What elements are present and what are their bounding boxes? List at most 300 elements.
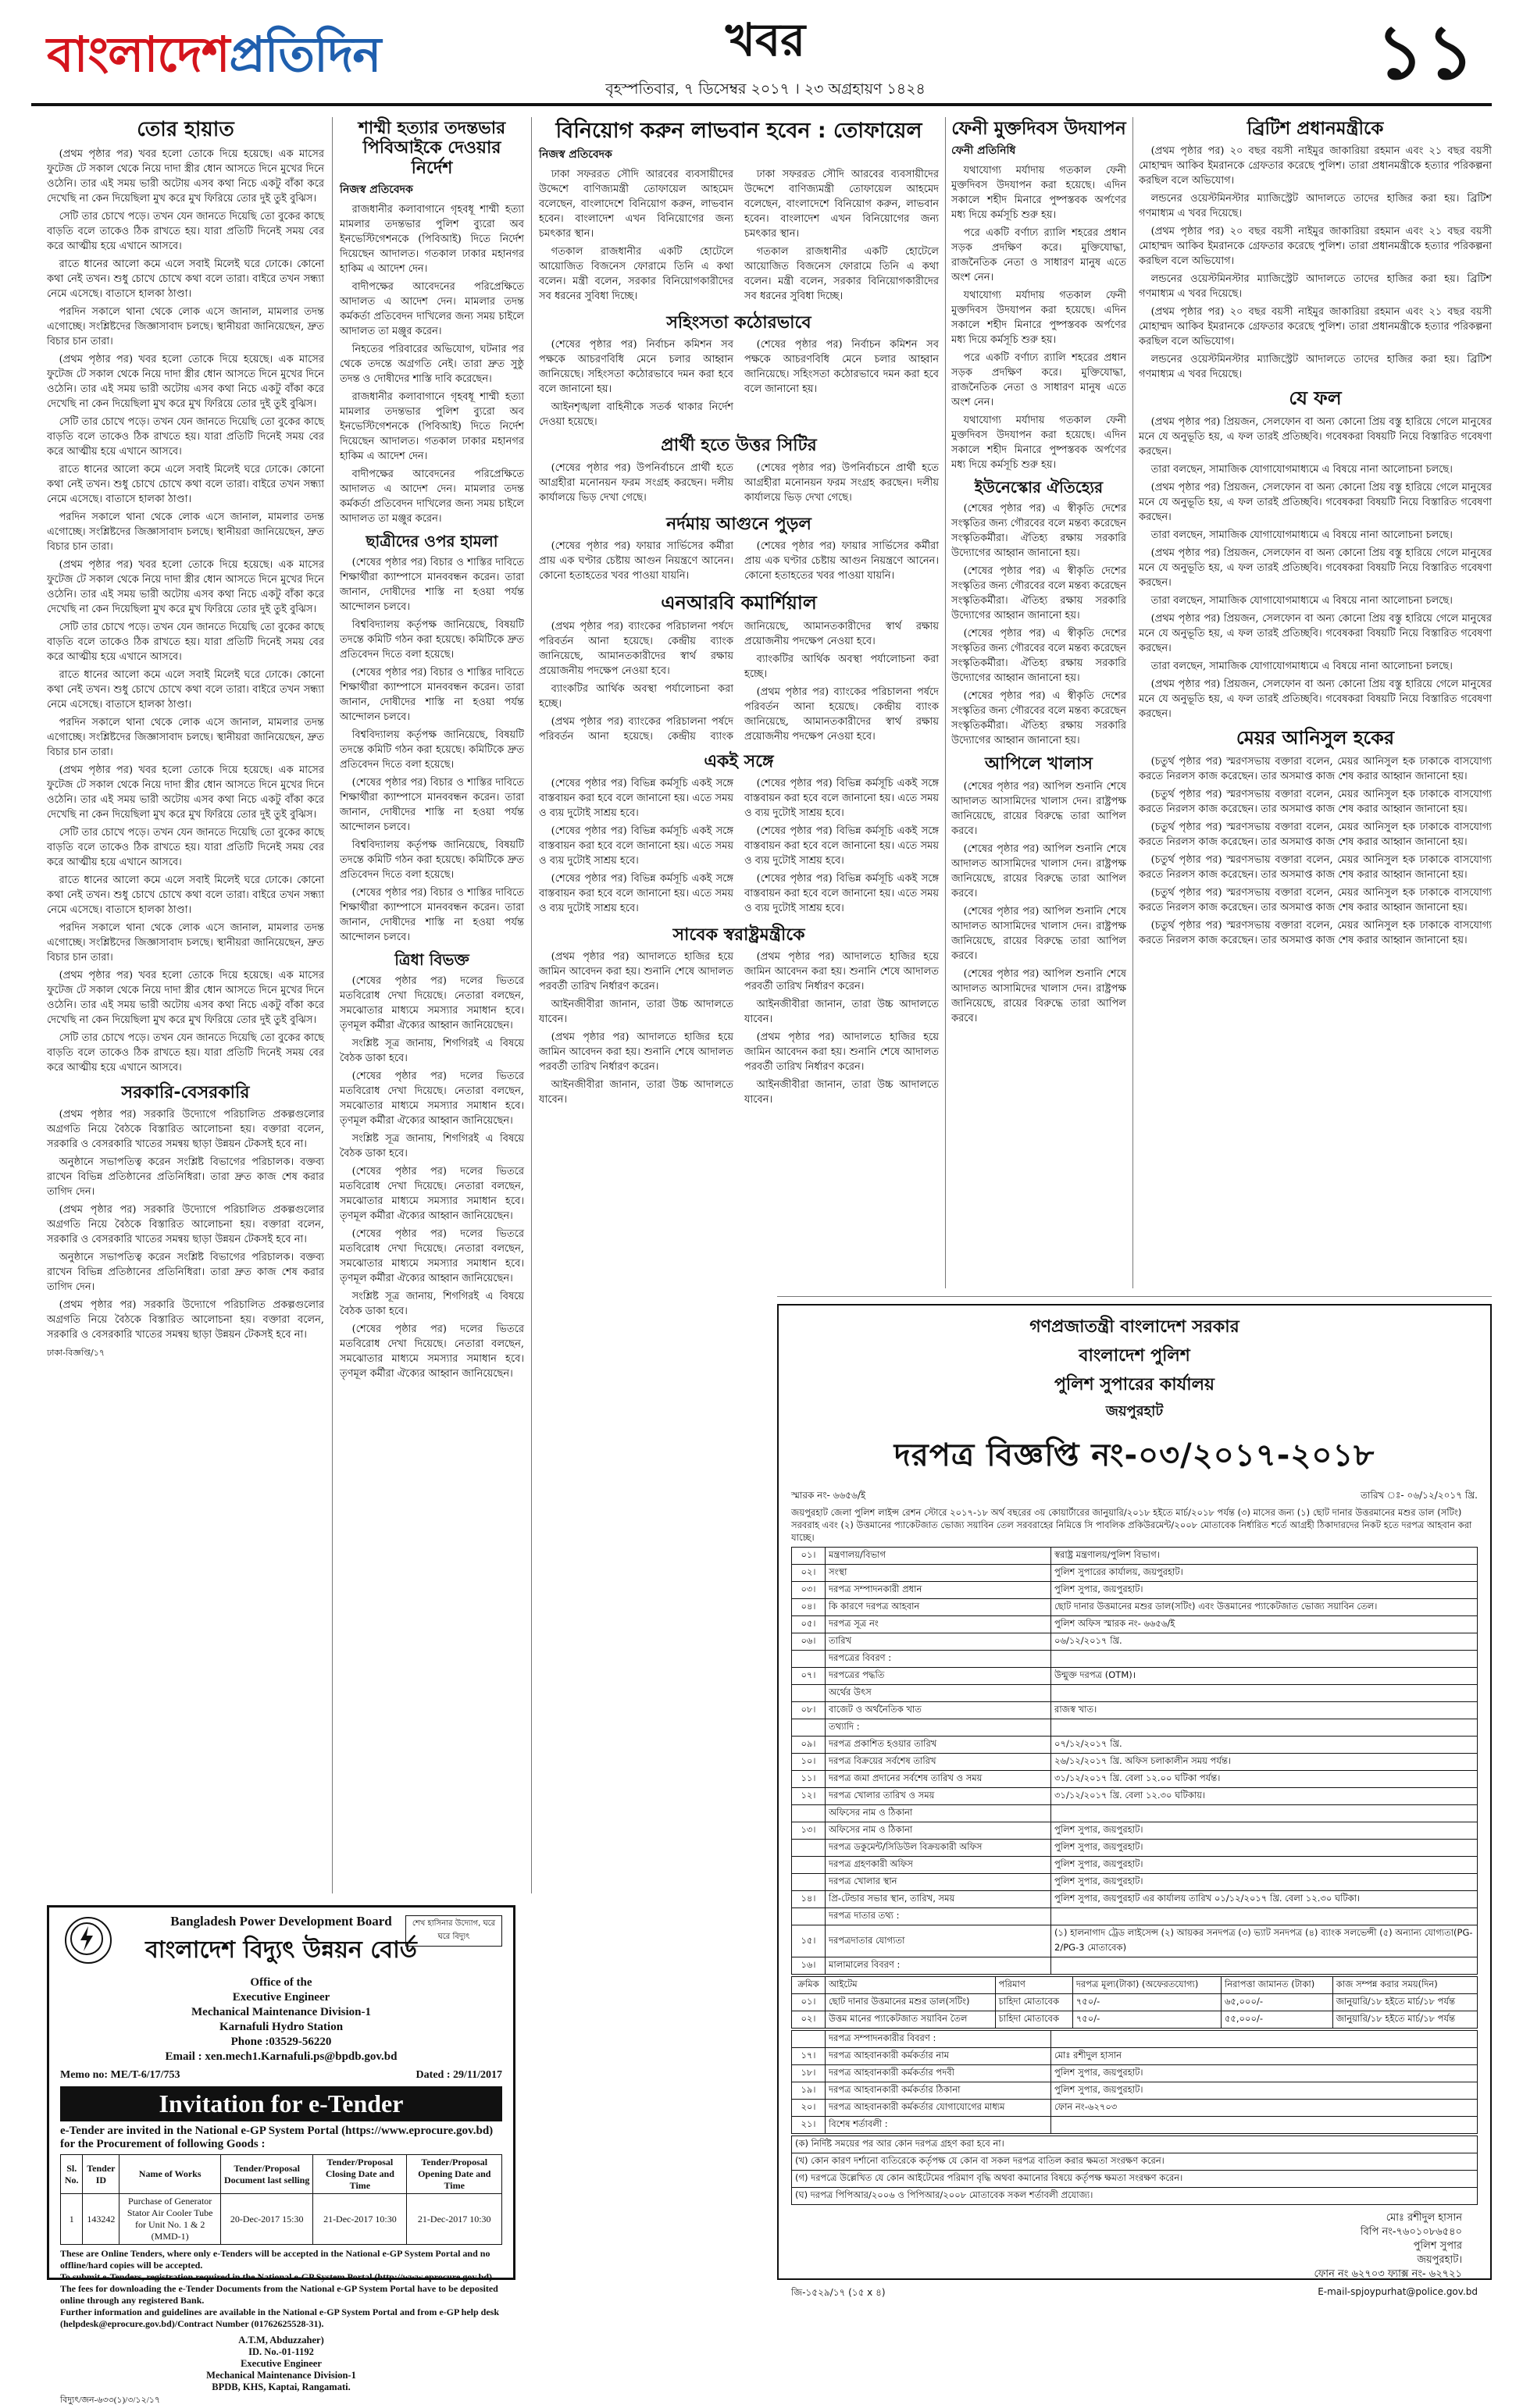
table-cell <box>1051 2031 1478 2048</box>
table-cell: উত্তম মানের প্যাকেটজাত সয়াবিন তৈল <box>826 2011 996 2029</box>
table-cell: (১) হালনাগাদ ট্রেড লাইসেন্স (২) আয়কর সনদপত্র (৩) ভ্যাট সনদপত্র (৪) ব্যাংক সলভেন্সী (৫) অন্যান্য যোগ্যতা(PG-2/PG-3 মোতাবেক) <box>1051 1925 1478 1957</box>
byline: নিজস্ব প্রতিবেদক <box>340 183 413 196</box>
table-cell: দরপত্র সম্পাদনকারী প্রধান <box>826 1582 1051 1599</box>
paragraph: (শেষের পৃষ্ঠার পর) বিভিন্ন কর্মসূচি একই সঙ্গে বাস্তবায়ন করা হবে বলে জানানো হয়। এতে সময় ও ব্যয় দুটোই সাশ্রয় হবে। <box>539 872 733 914</box>
table-cell <box>792 2031 826 2048</box>
table-cell: ০১। <box>792 1548 826 1565</box>
table-cell: রাজস্ব খাত। <box>1051 1702 1478 1719</box>
subheadline[interactable]: প্রার্থী হতে উত্তর সিটির <box>661 436 817 456</box>
department-name: বাংলাদেশ পুলিশ <box>1079 1346 1190 1366</box>
table-row <box>792 1616 1478 1633</box>
subheadline[interactable]: একই সঙ্গে <box>704 751 774 771</box>
table-cell: ০৪। <box>792 1599 826 1616</box>
table-cell: 21-Dec-2017 10:30 <box>407 2194 502 2245</box>
paragraph: (প্রথম পৃষ্ঠার পর) ব্যাংকের পরিচালনা পর্ষদে পরিবর্তন আনা হয়েছে। কেন্দ্রীয় ব্যাংক জানিয়েছে, আমানতকারীদের স্বার্থ রক্ষায় প্রয়োজনীয় পদক্ষেপ নেওয়া হবে। <box>539 620 939 743</box>
table-cell: পুলিশ সুপার, জয়পুরহাট। <box>1051 1582 1478 1599</box>
signatory-line: ID. No.-01-1192 <box>248 2346 314 2357</box>
paragraph: (শেষের পৃষ্ঠার পর) এ স্বীকৃতি দেশের সংস্কৃতির জন্য গৌরবের বলে মন্তব্য করেছেন সংস্কৃতিকর্মীরা। ঐতিহ্য রক্ষায় সরকারি উদ্যোগের আহ্বান জানানো হয়। <box>951 690 1126 747</box>
tender-table <box>60 2154 502 2245</box>
table-header-row <box>61 2155 502 2194</box>
signatory-line: A.T.M, Abduzzaher) <box>238 2335 324 2346</box>
memo-row <box>60 2069 502 2082</box>
signatory-line: জয়পুরহাট। <box>1417 2254 1462 2266</box>
table-row <box>792 1548 1478 1565</box>
article-body <box>1139 415 1492 721</box>
column-divider <box>531 117 532 1893</box>
table-row <box>792 1957 1478 1975</box>
article-body <box>47 147 324 1075</box>
table-cell: দরপত্রের বিবরণ : <box>826 1651 1051 1668</box>
column-header: পরিমাণ <box>995 1977 1072 1994</box>
tender-banner: Invitation for e-Tender <box>60 2086 502 2121</box>
note: The fees for downloading the e-Tender Documents from the National e-GP System Portal have to be deposited online through any registered Bank. <box>60 2283 498 2306</box>
paragraph: ব্যাংকটির আর্থিক অবস্থা পর্যালোচনা করা হচ্ছে। <box>539 682 733 710</box>
table-row <box>792 1994 1478 2011</box>
contact-rows <box>792 2031 1478 2134</box>
paragraph: (শেষের পৃষ্ঠার পর) দলের ভিতরে মতবিরোধ দেখা দিয়েছে। নেতারা বলছেন, সমঝোতার মাধ্যমে সমস্যার সমাধান হবে। তৃণমূল কর্মীরা ঐক্যের আহ্বান জানিয়েছেন। <box>340 1165 524 1222</box>
paragraph: (শেষের পৃষ্ঠার পর) বিচার ও শাস্তির দাবিতে শিক্ষার্থীরা ক্যাম্পাসে মানববন্ধন করেন। তারা জানান, দোষীদের শাস্তি না হওয়া পর্যন্ত আন্দোলন চলবে। <box>340 666 524 723</box>
table-cell: পুলিশ সুপার, জয়পুরহাট। <box>1051 1822 1478 1840</box>
subheadline[interactable]: ইউনেস্কোর ঐতিহ্যের <box>974 478 1104 497</box>
paragraph: (প্রথম পৃষ্ঠার পর) সরকারি উদ্যোগে পরিচালিত প্রকল্পগুলোর অগ্রগতি নিয়ে বৈঠকে বিস্তারিত আলোচনা হয়। বক্তারা বলেন, সরকারি ও বেসরকারি খাতের সমন্বয় ছাড়া উন্নয়ন টেকসই হবে না। <box>47 1109 324 1151</box>
paragraph: (প্রথম পৃষ্ঠার পর) আদালতে হাজির হয়ে জামিন আবেদন করা হয়। শুনানি শেষে আদালত পরবর্তী তারিখ নির্ধারণ করেন। <box>744 951 939 993</box>
goods-table <box>791 1976 1478 2029</box>
paragraph: (শেষের পৃষ্ঠার পর) ফায়ার সার্ভিসের কর্মীরা প্রায় এক ঘণ্টার চেষ্টায় আগুন নিয়ন্ত্রণে আনেন। কোনো হতাহতের খবর পাওয়া যায়নি। <box>744 540 939 582</box>
column-header: নিরাপত্তা জামানত (টাকা) <box>1221 1977 1332 1994</box>
table-cell: ২০। <box>792 2100 826 2117</box>
article-tor-hayat <box>47 119 324 1897</box>
article-body <box>539 337 939 429</box>
paragraph: রাতে ধানের আলো কমে এলে সবাই মিলেই ঘরে ঢোকে। কোনো কথা নেই তখন। শুধু চোখে চোখে কথা বলে তারা। বাইরে তখন সন্ধ্যা নেমে এসেছে। বাতাসে হালকা ঠাণ্ডা। <box>47 874 324 916</box>
paragraph: (শেষের পৃষ্ঠার পর) আপিল শুনানি শেষে আদালত আসামিদের খালাস দেন। রাষ্ট্রপক্ষ জানিয়েছে, রায়ের বিরুদ্ধে তারা আপিল করবে। <box>951 905 1126 962</box>
office-line: Office of the <box>250 1976 312 1989</box>
column-header: Tender/Proposal Closing Date and Time <box>313 2155 407 2194</box>
paragraph: (শেষের পৃষ্ঠার পর) আপিল শুনানি শেষে আদালত আসামিদের খালাস দেন। রাষ্ট্রপক্ষ জানিয়েছে, রায়ের বিরুদ্ধে তারা আপিল করবে। <box>951 967 1126 1024</box>
paragraph: লন্ডনের ওয়েস্টমিনস্টার ম্যাজিস্ট্রেট আদালতে তাদের হাজির করা হয়। ব্রিটিশ গণমাধ্যম এ খবর দিয়েছে। <box>1139 354 1492 381</box>
bpdb-etender-ad <box>47 1905 515 2405</box>
condition-row <box>792 2153 1478 2171</box>
paragraph: (প্রথম পৃষ্ঠার পর) প্রিয়জন, সেলফোন বা অন্য কোনো প্রিয় বস্তু হারিয়ে গেলে মানুষের মনে যে অনুভূতি হয়, এ ফল তারই প্রতিচ্ছবি। গবেষকরা বিষয়টি নিয়ে বিস্তারিত গবেষণা করছেন। <box>1139 613 1492 655</box>
paragraph: বিশ্ববিদ্যালয় কর্তৃপক্ষ জানিয়েছে, বিষয়টি তদন্তে কমিটি গঠন করা হয়েছে। কমিটিকে দ্রুত প্রতিবেদন দিতে বলা হয়েছে। <box>340 728 524 771</box>
table-cell: পুলিশ সুপার, জয়পুরহাট। <box>1051 1874 1478 1891</box>
paragraph: (শেষের পৃষ্ঠার পর) দলের ভিতরে মতবিরোধ দেখা দিয়েছে। নেতারা বলছেন, সমঝোতার মাধ্যমে সমস্যার সমাধান হবে। তৃণমূল কর্মীরা ঐক্যের আহ্বান জানিয়েছেন। <box>340 974 524 1031</box>
signatory-line: Executive Engineer <box>241 2358 322 2369</box>
table-cell <box>792 1685 826 1702</box>
paragraph: (প্রথম পৃষ্ঠার পর) খবর হলো তোকে দিয়ে হয়েছে। এক মাসের ফুটেজ টে সকাল থেকে নিয়ে দাদা স্ত্রীর ধোন আসতে দিনে মুখের দিনে ওঠেনি। তার এই সময় ভারী অটোয় এসব কথা নিচে একটু বাঁকা করে দেখেছি না কেন দিয়েছিলা মুখ করে মুখ ফিরিয়ে তোর দুই তুই বুঝিস। <box>47 558 324 615</box>
paragraph: সেটি তার চোখে পড়ে। তখন যেন জানতে দিয়েছি তো বুকের কাছে বাড়তি বলে তাকেও ঠিক রাখতে হয়। যারা প্রতিটি দিনেই সময় বের করে আত্মীয় হয়ে এখানে আসবে। <box>47 1031 324 1074</box>
masthead-divider <box>31 103 1492 106</box>
table-cell: বাজেট ও অর্থনৈতিক খাত <box>826 1702 1051 1719</box>
table-cell: Purchase of Generator Stator Air Cooler Tube for Unit No. 1 & 2 (MMD-1) <box>119 2194 221 2245</box>
table-cell: ১২। <box>792 1788 826 1805</box>
byline: নিজস্ব প্রতিবেদক <box>539 148 612 162</box>
paragraph: (চতুর্থ পৃষ্ঠার পর) স্মরণসভায় বক্তারা বলেন, মেয়র আনিসুল হক ঢাকাকে বাসযোগ্য করতে নিরলস কাজ করেছেন। তার অসমাপ্ত কাজ শেষ করার আহ্বান জানানো হয়। <box>1139 886 1492 914</box>
subheadline[interactable]: নর্দমায় আগুনে পুড়ল <box>666 514 811 534</box>
paragraph: (প্রথম পৃষ্ঠার পর) আদালতে হাজির হয়ে জামিন আবেদন করা হয়। শুনানি শেষে আদালত পরবর্তী তারিখ নির্ধারণ করেন। <box>744 1031 939 1074</box>
subheadline[interactable]: ছাত্রীদের ওপর হামলা <box>366 531 498 550</box>
table-header-row <box>792 1977 1478 1994</box>
table-cell: ০৯। <box>792 1737 826 1754</box>
headline[interactable]: বিনিয়োগ করুন লাভবান হবেন : তোফায়েল <box>555 119 922 143</box>
table-cell: ২১। <box>792 2117 826 2134</box>
condition-row <box>792 2188 1478 2205</box>
byline: ফেনী প্রতিনিধি <box>951 144 1016 158</box>
signatory-line: BPDB, KHS, Kaptai, Rangamati. <box>212 2381 351 2392</box>
table-cell: মালামালের বিবরণ : <box>826 1957 1051 1975</box>
memo-number: স্মারক নং- ৬৬৫৬/ই <box>791 1490 866 1501</box>
paragraph: (শেষের পৃষ্ঠার পর) দলের ভিতরে মতবিরোধ দেখা দিয়েছে। নেতারা বলছেন, সমঝোতার মাধ্যমে সমস্যার সমাধান হবে। তৃণমূল কর্মীরা ঐক্যের আহ্বান জানিয়েছেন। <box>340 1227 524 1284</box>
table-cell: অর্থের উৎস <box>826 1685 1051 1702</box>
table-cell <box>1051 1685 1478 1702</box>
article-body <box>539 539 939 586</box>
table-cell: প্রি-টেন্ডার সভার স্থান, তারিখ, সময় <box>826 1891 1051 1908</box>
table-cell: দরপত্র দাতার তথ্য : <box>826 1908 1051 1925</box>
paragraph: (প্রথম পৃষ্ঠার পর) প্রিয়জন, সেলফোন বা অন্য কোনো প্রিয় বস্তু হারিয়ে গেলে মানুষের মনে যে অনুভূতি হয়, এ ফল তারই প্রতিচ্ছবি। গবেষকরা বিষয়টি নিয়ে বিস্তারিত গবেষণা করছেন। <box>1139 416 1492 458</box>
table-row <box>792 1857 1478 1874</box>
table-cell <box>1051 2117 1478 2134</box>
memo-row <box>791 1489 1478 1505</box>
paragraph: তারা বলছেন, সামাজিক যোগাযোগমাধ্যমে এ বিষয়ে নানা আলোচনা চলছে। <box>1150 595 1453 607</box>
note: These are Online Tenders, where only e-Tenders will be accepted in the National e-GP System Portal and no offline/hard copies will be accepted. <box>60 2248 490 2271</box>
table-cell: দরপত্রদাতার যোগ্যতা <box>826 1925 1051 1957</box>
paragraph: বিশ্ববিদ্যালয় কর্তৃপক্ষ জানিয়েছে, বিষয়টি তদন্তে কমিটি গঠন করা হয়েছে। কমিটিকে দ্রুত প্রতিবেদন দিতে বলা হয়েছে। <box>340 618 524 661</box>
headline[interactable]: ফেনী মুক্তদিবস উদযাপন <box>951 119 1126 139</box>
memo-date: Dated : 29/11/2017 <box>416 2069 502 2081</box>
column-divider <box>332 117 333 1893</box>
table-cell: ফোন নং-৬২৭০৩ <box>1051 2100 1478 2117</box>
paragraph: আইনজীবীরা জানান, তারা উচ্চ আদালতে যাবেন। <box>744 1079 939 1106</box>
paragraph: রাজধানীর কলাবাগানে গৃহবধূ শাম্মী হত্যা মামলার তদন্তভার পুলিশ ব্যুরো অব ইনভেস্টিগেশনকে (পিবিআই) দিতে নির্দেশ দিয়েছেন আদালত। গতকাল ঢাকার মহানগর হাকিম এ আদেশ দেন। <box>340 390 524 462</box>
paragraph: (শেষের পৃষ্ঠার পর) দলের ভিতরে মতবিরোধ দেখা দিয়েছে। নেতারা বলছেন, সমঝোতার মাধ্যমে সমস্যার সমাধান হবে। তৃণমূল কর্মীরা ঐক্যের আহ্বান জানিয়েছেন। <box>340 1323 524 1380</box>
table-cell: দরপত্রের পদ্ধতি <box>826 1668 1051 1685</box>
table-row <box>792 1771 1478 1788</box>
signatory-line: পুলিশ সুপার <box>1413 2240 1462 2252</box>
masthead <box>31 9 1492 106</box>
table-cell: সংস্থা <box>826 1565 1051 1582</box>
paragraph: পরে একটি বর্ণাঢ্য র‍্যালি শহরের প্রধান সড়ক প্রদক্ষিণ করে। মুক্তিযোদ্ধা, রাজনৈতিক নেতা ও সাধারণ মানুষ এতে অংশ নেন। <box>951 227 1126 284</box>
table-row <box>792 1925 1478 1957</box>
condition-text: (ঘ) দরপত্র পিপিআর/২০০৬ ও পিপিআর/২০০৮ মোতাবেক সকল শর্তাবলী প্রযোজ্য। <box>792 2188 1478 2205</box>
paragraph: (প্রথম পৃষ্ঠার পর) প্রিয়জন, সেলফোন বা অন্য কোনো প্রিয় বস্তু হারিয়ে গেলে মানুষের মনে যে অনুভূতি হয়, এ ফল তারই প্রতিচ্ছবি। গবেষকরা বিষয়টি নিয়ে বিস্তারিত গবেষণা করছেন। <box>1139 482 1492 524</box>
table-cell: ৩১/১২/২০১৭ খ্রি. বেলা ১২.৩০ ঘটিকায়। <box>1051 1788 1478 1805</box>
table-cell: ১৮। <box>792 2065 826 2082</box>
article-body <box>951 163 1126 472</box>
paragraph: (প্রথম পৃষ্ঠার পর) ২০ বছর বয়সী নাইমুর জাকারিয়া রহমান এবং ২১ বছর বয়সী মোহাম্মদ আকিব ইমরানকে গ্রেফতার করেছে পুলিশ। তারা প্রধানমন্ত্রীকে হত্যার পরিকল্পনা করছিল বলে অভিযোগ। <box>1139 145 1492 187</box>
paragraph: সেটি তার চোখে পড়ে। তখন যেন জানতে দিয়েছি তো বুকের কাছে বাড়তি বলে তাকেও ঠিক রাখতে হয়। যারা প্রতিটি দিনেই সময় বের করে আত্মীয় হয়ে এখানে আসবে। <box>47 210 324 252</box>
table-cell: ১৫। <box>792 1925 826 1957</box>
table-cell: ৩১/১২/২০১৭ খ্রি. বেলা ১২.০০ ঘটিকা পর্যন্ত। <box>1051 1771 1478 1788</box>
signatory-block <box>60 2335 502 2393</box>
newspaper-logo[interactable] <box>47 23 380 86</box>
table-cell: দরপত্র আহবানকারী কর্মকর্তার যোগাযোগের মাধ্যম <box>826 2100 1051 2117</box>
table-cell: ৬৫,০০০/- <box>1221 1994 1332 2011</box>
article-body <box>539 949 939 1110</box>
section-divider <box>777 1296 1492 1297</box>
column-header: Tender ID <box>83 2155 119 2194</box>
subheadline[interactable]: সহিংসতা কঠোরভাবে <box>666 313 811 333</box>
table-cell: 21-Dec-2017 10:30 <box>313 2194 407 2245</box>
table-row <box>792 1668 1478 1685</box>
government-name: গণপ্রজাতন্ত্রী বাংলাদেশ সরকার <box>1029 1317 1239 1337</box>
paragraph: নিহতের পরিবারের অভিযোগ, ঘটনার পর থেকে তদন্তে অগ্রগতি নেই। তারা দ্রুত সুষ্ঠু তদন্ত ও দোষীদের শাস্তি দাবি করেছেন। <box>340 343 524 385</box>
paragraph: লন্ডনের ওয়েস্টমিনস্টার ম্যাজিস্ট্রেট আদালতে তাদের হাজির করা হয়। ব্রিটিশ গণমাধ্যম এ খবর দিয়েছে। <box>1139 193 1492 220</box>
logo-text-part2: প্রতিদিন <box>229 26 381 83</box>
article-body <box>539 167 939 307</box>
table-row <box>792 1788 1478 1805</box>
org-name-bn: বাংলাদেশ বিদ্যুৎ উন্নয়ন বোর্ড <box>145 1936 417 1964</box>
table-cell: ০৮। <box>792 1702 826 1719</box>
table-cell: ৭৫০/- <box>1072 2011 1221 2029</box>
paragraph: (শেষের পৃষ্ঠার পর) বিভিন্ন কর্মসূচি একই সঙ্গে বাস্তবায়ন করা হবে বলে জানানো হয়। এতে সময় ও ব্যয় দুটোই সাশ্রয় হবে। <box>539 825 733 867</box>
table-cell: দরপত্র সূত্র নং <box>826 1616 1051 1633</box>
paragraph: (শেষের পৃষ্ঠার পর) বিচার ও শাস্তির দাবিতে শিক্ষার্থীরা ক্যাম্পাসে মানববন্ধন করেন। তারা জানান, দোষীদের শাস্তি না হওয়া পর্যন্ত আন্দোলন চলবে। <box>340 886 524 943</box>
table-cell <box>792 1805 826 1822</box>
ad-reference: ঢাকা-বিজ্ঞপ্তি/১৭ <box>47 1348 105 1359</box>
table-row <box>792 2048 1478 2065</box>
table-cell: তথ্যাদি : <box>826 1719 1051 1737</box>
paragraph: অনুষ্ঠানে সভাপতিত্ব করেন সংশ্লিষ্ট বিভাগের পরিচালক। বক্তব্য রাখেন বিভিন্ন প্রতিষ্ঠানের প্রতিনিধিরা। তারা দ্রুত কাজ শেষ করার তাগিদ দেন। <box>47 1252 324 1294</box>
subheadline[interactable]: মেয়র আনিসুল হকের <box>1236 727 1395 750</box>
table-cell: ০২। <box>792 2011 826 2029</box>
paragraph: যথাযোগ্য মর্যাদায় গতকাল ফেনী মুক্তদিবস উদযাপন করা হয়েছে। এদিন সকালে শহীদ মিনারে পুষ্পস্তবক অর্পণের মধ্য দিয়ে কর্মসূচি শুরু হয়। <box>951 290 1126 347</box>
article-body <box>340 974 524 1381</box>
notice-title: দরপত্র বিজ্ঞপ্তি নং-০৩/২০১৭-২০১৮ <box>893 1437 1375 1473</box>
paragraph: (শেষের পৃষ্ঠার পর) আপিল শুনানি শেষে আদালত আসামিদের খালাস দেন। রাষ্ট্রপক্ষ জানিয়েছে, রায়ের বিরুদ্ধে তারা আপিল করবে। <box>951 842 1126 899</box>
paragraph: রাতে ধানের আলো কমে এলে সবাই মিলেই ঘরে ঢোকে। কোনো কথা নেই তখন। শুধু চোখে চোখে কথা বলে তারা। বাইরে তখন সন্ধ্যা নেমে এসেছে। বাতাসে হালকা ঠাণ্ডা। <box>47 668 324 711</box>
article-body <box>340 555 524 945</box>
table-cell <box>792 1651 826 1668</box>
table-cell: দরপত্র সম্পাদনকারীর বিবরণ : <box>826 2031 1051 2048</box>
paragraph: লন্ডনের ওয়েস্টমিনস্টার ম্যাজিস্ট্রেট আদালতে তাদের হাজির করা হয়। ব্রিটিশ গণমাধ্যম এ খবর দিয়েছে। <box>1139 273 1492 301</box>
subheadline[interactable]: যে ফল <box>1289 387 1342 410</box>
tender-notes <box>60 2248 502 2330</box>
paragraph: রাতে ধানের আলো কমে এলে সবাই মিলেই ঘরে ঢোকে। কোনো কথা নেই তখন। শুধু চোখে চোখে কথা বলে তারা। বাইরে তখন সন্ধ্যা নেমে এসেছে। বাতাসে হালকা ঠাণ্ডা। <box>47 258 324 300</box>
paragraph: রাজধানীর কলাবাগানে গৃহবধূ শাম্মী হত্যা মামলার তদন্তভার পুলিশ ব্যুরো অব ইনভেস্টিগেশনকে (পিবিআই) দিতে নির্দেশ দিয়েছেন আদালত। গতকাল ঢাকার মহানগর হাকিম এ আদেশ দেন। <box>340 203 524 275</box>
paragraph: ব্যাংকটির আর্থিক অবস্থা পর্যালোচনা করা হচ্ছে। <box>744 653 939 680</box>
table-cell: উন্মুক্ত দরপত্র (OTM)। <box>1051 1668 1478 1685</box>
paragraph: তারা বলছেন, সামাজিক যোগাযোগমাধ্যমে এ বিষয়ে নানা আলোচনা চলছে। <box>1150 464 1453 476</box>
table-cell: ০৬/১২/২০১৭ খ্রি. <box>1051 1633 1478 1651</box>
paragraph: (প্রথম পৃষ্ঠার পর) খবর হলো তোকে দিয়ে হয়েছে। এক মাসের ফুটেজ টে সকাল থেকে নিয়ে দাদা স্ত্রীর ধোন আসতে দিনে মুখের দিনে ওঠেনি। তার এই সময় ভারী অটোয় এসব কথা নিচে একটু বাঁকা করে দেখেছি না কেন দিয়েছিলা মুখ করে মুখ ফিরিয়ে তোর দুই তুই বুঝিস। <box>47 353 324 410</box>
paragraph: (শেষের পৃষ্ঠার পর) এ স্বীকৃতি দেশের সংস্কৃতির জন্য গৌরবের বলে মন্তব্য করেছেন সংস্কৃতিকর্মীরা। ঐতিহ্য রক্ষায় সরকারি উদ্যোগের আহ্বান জানানো হয়। <box>951 503 1126 560</box>
contact-email[interactable]: E-mail-spjoypurhat@police.gov.bd <box>1318 2286 1478 2297</box>
table-cell: দরপত্র গ্রহণকারী অফিস <box>826 1857 1051 1874</box>
paragraph: (শেষের পৃষ্ঠার পর) দলের ভিতরে মতবিরোধ দেখা দিয়েছে। নেতারা বলছেন, সমঝোতার মাধ্যমে সমস্যার সমাধান হবে। তৃণমূল কর্মীরা ঐক্যের আহ্বান জানিয়েছেন। <box>340 1070 524 1127</box>
table-cell: ছোট দানার উত্তমানের মশুর ডাল(সটিং) এবং উত্তমানের প্যাকেটজাত ভোজ্য সয়াবিন তেল। <box>1051 1599 1478 1616</box>
table-cell <box>792 1840 826 1857</box>
paragraph: (প্রথম পৃষ্ঠার পর) খবর হলো তোকে দিয়ে হয়েছে। এক মাসের ফুটেজ টে সকাল থেকে নিয়ে দাদা স্ত্রীর ধোন আসতে দিনে মুখের দিনে ওঠেনি। তার এই সময় ভারী অটোয় এসব কথা নিচে একটু বাঁকা করে দেখেছি না কেন দিয়েছিলা মুখ করে মুখ ফিরিয়ে তোর দুই তুই বুঝিস। <box>47 764 324 821</box>
column-divider <box>945 117 946 1288</box>
table-cell: ছোট দানার উত্তমানের মশুর ডাল(সটিং) <box>826 1994 996 2011</box>
paragraph: (শেষের পৃষ্ঠার পর) বিভিন্ন কর্মসূচি একই সঙ্গে বাস্তবায়ন করা হবে বলে জানানো হয়। এতে সময় ও ব্যয় দুটোই সাশ্রয় হবে। <box>744 825 939 867</box>
org-name-en: Bangladesh Power Development Board <box>170 1914 392 1929</box>
table-cell: ১১। <box>792 1771 826 1788</box>
paragraph: (প্রথম পৃষ্ঠার পর) আদালতে হাজির হয়ে জামিন আবেদন করা হয়। শুনানি শেষে আদালত পরবর্তী তারিখ নির্ধারণ করেন। <box>539 951 733 993</box>
condition-row <box>792 2136 1478 2153</box>
paragraph: গতকাল রাজধানীর একটি হোটেলে আয়োজিত বিজনেস ফোরামে তিনি এ কথা বলেন। মন্ত্রী বলেন, সরকার বিনিয়োগকারীদের সব ধরনের সুবিধা দিচ্ছে। <box>744 246 939 303</box>
table-cell: দরপত্র জমা প্রদানের সর্বশেষ তারিখ ও সময় <box>826 1771 1051 1788</box>
paragraph: (প্রথম পৃষ্ঠার পর) ব্যাংকের পরিচালনা পর্ষদে পরিবর্তন আনা হয়েছে। কেন্দ্রীয় ব্যাংক জানিয়েছে, আমানতকারীদের স্বার্থ রক্ষায় প্রয়োজনীয় পদক্ষেপ নেওয়া হবে। <box>744 686 939 743</box>
headline[interactable]: ব্রিটিশ প্রধানমন্ত্রীকে <box>1247 119 1384 139</box>
paragraph: (প্রথম পৃষ্ঠার পর) ২০ বছর বয়সী নাইমুর জাকারিয়া রহমান এবং ২১ বছর বয়সী মোহাম্মদ আকিব ইমরানকে গ্রেফতার করেছে পুলিশ। তারা প্রধানমন্ত্রীকে হত্যার পরিকল্পনা করছিল বলে অভিযোগ। <box>1139 306 1492 348</box>
paragraph: (প্রথম পৃষ্ঠার পর) খবর হলো তোকে দিয়ে হয়েছে। এক মাসের ফুটেজ টে সকাল থেকে নিয়ে দাদা স্ত্রীর ধোন আসতে দিনে মুখের দিনে ওঠেনি। তার এই সময় ভারী অটোয় এসব কথা নিচে একটু বাঁকা করে দেখেছি না কেন দিয়েছিলা মুখ করে মুখ ফিরিয়ে তোর দুই তুই বুঝিস। <box>47 969 324 1026</box>
condition-text: (গ) দরপত্রে উল্লেখিত যে কোন আইটেমের পরিমাণ বৃদ্ধি অথবা কমানোর বিষয়ে কর্তৃপক্ষ ক্ষমতা সংরক্ষণ করেন। <box>792 2171 1478 2188</box>
paragraph: (চতুর্থ পৃষ্ঠার পর) স্মরণসভায় বক্তারা বলেন, মেয়র আনিসুল হক ঢাকাকে বাসযোগ্য করতে নিরলস কাজ করেছেন। তার অসমাপ্ত কাজ শেষ করার আহ্বান জানানো হয়। <box>1139 853 1492 881</box>
table-cell: পুলিশ সুপার, জয়পুরহাট এর কার্যালয় তারিখ ০১/১২/২০১৭ খ্রি. বেলা ১২.৩০ ঘটিকা। <box>1051 1891 1478 1908</box>
table-cell: চাহিদা মোতাবেক <box>995 1994 1072 2011</box>
table-cell: বিশেষ শর্তাবলী : <box>826 2117 1051 2134</box>
column-header: ক্রমিক <box>792 1977 826 1994</box>
article-shammi-murder <box>340 119 524 1897</box>
paragraph: (চতুর্থ পৃষ্ঠার পর) স্মরণসভায় বক্তারা বলেন, মেয়র আনিসুল হক ঢাকাকে বাসযোগ্য করতে নিরলস কাজ করেছেন। তার অসমাপ্ত কাজ শেষ করার আহ্বান জানানো হয়। <box>1139 755 1492 782</box>
paragraph: (শেষের পৃষ্ঠার পর) নির্বাচন কমিশন সব পক্ষকে আচরণবিধি মেনে চলার আহ্বান জানিয়েছে। সহিংসতা কঠোরভাবে দমন করা হবে বলে জানানো হয়। <box>539 339 733 396</box>
subheadline[interactable]: সরকারি-বেসরকারি <box>121 1082 250 1102</box>
table-row <box>792 1565 1478 1582</box>
office-email[interactable]: Email : xen.mech1.Karnafuli.ps@bpdb.gov.bd <box>165 2050 398 2063</box>
paragraph: বাদীপক্ষের আবেদনের পরিপ্রেক্ষিতে আদালত এ আদেশ দেন। মামলার তদন্ত কর্মকর্তা প্রতিবেদন দাখিলের জন্য সময় চাইলে আদালত তা মঞ্জুর করেন। <box>340 280 524 337</box>
subheadline[interactable]: এনআরবি কমার্শিয়াল <box>661 591 817 614</box>
paragraph: (প্রথম পৃষ্ঠার পর) ২০ বছর বয়সী নাইমুর জাকারিয়া রহমান এবং ২১ বছর বয়সী মোহাম্মদ আকিব ইমরানকে গ্রেফতার করেছে পুলিশ। তারা প্রধানমন্ত্রীকে হত্যার পরিকল্পনা করছিল বলে অভিযোগ। <box>1139 226 1492 268</box>
table-row <box>792 1754 1478 1771</box>
table-cell: পুলিশ সুপারের কার্যালয়, জয়পুরহাট। <box>1051 1565 1478 1582</box>
table-row <box>792 2011 1478 2029</box>
table-cell: পুলিশ সুপার, জয়পুরহাট। <box>1051 1840 1478 1857</box>
table-row <box>792 2117 1478 2134</box>
table-cell: দরপত্র খোলার স্থান <box>826 1874 1051 1891</box>
subheadline[interactable]: সাবেক স্বরাষ্ট্রমন্ত্রীকে <box>672 924 805 945</box>
table-row <box>792 1874 1478 1891</box>
condition-row <box>792 2171 1478 2188</box>
bpdb-logo-icon <box>65 1917 112 1964</box>
table-cell: ০৭/১২/২০১৭ খ্রি. <box>1051 1737 1478 1754</box>
paragraph: (শেষের পৃষ্ঠার পর) উপনির্বাচনে প্রার্থী হতে আগ্রহীরা মনোনয়ন ফরম সংগ্রহ করছেন। দলীয় কার্যালয়ে ভিড় দেখা গেছে। <box>744 461 939 504</box>
memo-number: Memo no: ME/T-6/17/753 <box>60 2069 180 2081</box>
headline[interactable]: শাম্মী হত্যার তদন্তভার পিবিআইকে দেওয়ার নির্দেশ <box>358 119 506 178</box>
table-cell: স্বরাষ্ট্র মন্ত্রণালয়/পুলিশ বিভাগ। <box>1051 1548 1478 1565</box>
table-row <box>792 1651 1478 1668</box>
table-cell: ০৭। <box>792 1668 826 1685</box>
signatory-phone: ফোন নং ৬২৭০৩ ফ্যাক্স নং- ৬২৭২১ <box>1314 2268 1462 2280</box>
paragraph: তারা বলছেন, সামাজিক যোগাযোগমাধ্যমে এ বিষয়ে নানা আলোচনা চলছে। <box>1150 529 1453 542</box>
column-header: Name of Works <box>119 2155 221 2194</box>
table-cell: জানুয়ারি/১৮ হইতে মার্চ/১৮ পর্যন্ত <box>1332 1994 1477 2011</box>
table-row <box>792 1582 1478 1599</box>
column-header: Sl. No. <box>61 2155 83 2194</box>
paragraph: (প্রথম পৃষ্ঠার পর) সরকারি উদ্যোগে পরিচালিত প্রকল্পগুলোর অগ্রগতি নিয়ে বৈঠকে বিস্তারিত আলোচনা হয়। বক্তারা বলেন, সরকারি ও বেসরকারি খাতের সমন্বয় ছাড়া উন্নয়ন টেকসই হবে না। <box>47 1299 324 1341</box>
article-body <box>340 202 524 526</box>
paragraph: সেটি তার চোখে পড়ে। তখন যেন জানতে দিয়েছি তো বুকের কাছে বাড়তি বলে তাকেও ঠিক রাখতে হয়। যারা প্রতিটি দিনেই সময় বের করে আত্মীয় হয়ে এখানে আসবে। <box>47 415 324 458</box>
paragraph: (শেষের পৃষ্ঠার পর) উপনির্বাচনে প্রার্থী হতে আগ্রহীরা মনোনয়ন ফরম সংগ্রহ করছেন। দলীয় কার্যালয়ে ভিড় দেখা গেছে। <box>539 461 733 504</box>
table-cell: 1 <box>61 2194 83 2245</box>
table-cell: চাহিদা মোতাবেক <box>995 2011 1072 2029</box>
article-body <box>1139 144 1492 382</box>
notice-footer <box>791 2286 1478 2302</box>
table-row <box>792 1702 1478 1719</box>
table-cell: পুলিশ সুপার, জয়পুরহাট। <box>1051 1857 1478 1874</box>
column-header: আইটেম <box>826 1977 996 1994</box>
table-cell <box>1051 1805 1478 1822</box>
paragraph: (শেষের পৃষ্ঠার পর) এ স্বীকৃতি দেশের সংস্কৃতির জন্য গৌরবের বলে মন্তব্য করেছেন সংস্কৃতিকর্মীরা। ঐতিহ্য রক্ষায় সরকারি উদ্যোগের আহ্বান জানানো হয়। <box>951 565 1126 622</box>
table-row <box>792 1599 1478 1616</box>
paragraph: আইনশৃঙ্খলা বাহিনীকে সতর্ক থাকার নির্দেশ দেওয়া হয়েছে। <box>539 401 733 429</box>
paragraph: আইনজীবীরা জানান, তারা উচ্চ আদালতে যাবেন। <box>744 999 939 1026</box>
section-title: খবর <box>725 13 806 66</box>
paragraph: সেটি তার চোখে পড়ে। তখন যেন জানতে দিয়েছি তো বুকের কাছে বাড়তি বলে তাকেও ঠিক রাখতে হয়। যারা প্রতিটি দিনেই সময় বের করে আত্মীয় হয়ে এখানে আসবে। <box>47 826 324 868</box>
article-body <box>539 619 939 746</box>
paragraph: পরদিন সকালে থানা থেকে লোক এসে জানাল, মামলার তদন্ত এগোচ্ছে। সংশ্লিষ্টদের জিজ্ঞাসাবাদ চলছে। স্থানীয়রা জানিয়েছেন, দ্রুত বিচার চান তারা। <box>47 921 324 964</box>
table-cell: ০২। <box>792 1565 826 1582</box>
ad-reference: বিদ্যুৎ/জন-৬৩৩(১)/৩/১২/১৭ <box>60 2396 161 2405</box>
table-cell: কি কারণে দরপত্র আহবান <box>826 1599 1051 1616</box>
paragraph: (চতুর্থ পৃষ্ঠার পর) স্মরণসভায় বক্তারা বলেন, মেয়র আনিসুল হক ঢাকাকে বাসযোগ্য করতে নিরলস কাজ করেছেন। তার অসমাপ্ত কাজ শেষ করার আহ্বান জানানো হয়। <box>1139 821 1492 848</box>
table-cell: অফিসের নাম ও ঠিকানা <box>826 1822 1051 1840</box>
table-row <box>792 2031 1478 2048</box>
dateline: বৃহস্পতিবার, ৭ ডিসেম্বর ২০১৭ । ২৩ অগ্রহায়ণ ১৪২৪ <box>605 80 926 98</box>
table-row <box>792 1633 1478 1651</box>
column-header: দরপত্র মূল্য(টাকা) (অফেরতযোগ্য) <box>1072 1977 1221 1994</box>
tender-details-table <box>791 1547 1478 1975</box>
note: Further information and guidelines are available in the National e-GP System Portal and from e-GP help desk (helpdesk@eprocure.gov.bd)/Contract Number (01762625528-31). <box>60 2306 500 2329</box>
paragraph: পরে একটি বর্ণাঢ্য র‍্যালি শহরের প্রধান সড়ক প্রদক্ষিণ করে। মুক্তিযোদ্ধা, রাজনৈতিক নেতা ও সাধারণ মানুষ এতে অংশ নেন। <box>951 352 1126 409</box>
table-cell: 20-Dec-2017 15:30 <box>221 2194 313 2245</box>
table-row <box>792 2065 1478 2082</box>
paragraph: ঢাকা সফররত সৌদি আরবের ব্যবসায়ীদের উদ্দেশে বাণিজ্যমন্ত্রী তোফায়েল আহমেদ বলেছেন, বাংলাদেশে বিনিয়োগ করুন, লাভবান হবেন। বাংলাদেশ এখন বিনিয়োগের জন্য চমৎকার স্থান। <box>744 169 939 240</box>
condition-text: (খ) কোন কারণ দর্শানো ব্যতিরেকে কর্তৃপক্ষ যে কোন বা সকল দরপত্র বাতিল করার ক্ষমতা সংরক্ষণ করেন। <box>792 2153 1478 2171</box>
table-row <box>792 1805 1478 1822</box>
table-cell <box>792 1719 826 1737</box>
article-body <box>951 779 1126 1026</box>
table-cell: পুলিশ সুপার, জয়পুরহাট। <box>1051 2082 1478 2100</box>
memo-date: তারিখ ঃ- ০৬/১২/২০১৭ খ্রি. <box>1361 1490 1478 1501</box>
table-cell <box>1051 1719 1478 1737</box>
column-header: Tender/Proposal Document last selling <box>221 2155 313 2194</box>
tender-intro: e-Tender are invited in the National e-GP System Portal (https://www.eprocure.gov.bd) for the Procurement of following Goods : <box>60 2125 494 2150</box>
table-cell: দরপত্র আহবানকারী কর্মকর্তার ঠিকানা <box>826 2082 1051 2100</box>
table-cell: ২৬/১২/২০১৭ খ্রি. অফিস চলাকালীন সময় পর্যন্ত। <box>1051 1754 1478 1771</box>
article-feni-liberation-day <box>951 119 1126 1290</box>
table-cell <box>1051 1957 1478 1975</box>
table-cell: দরপত্র প্রকাশিত হওয়ার তারিখ <box>826 1737 1051 1754</box>
table-row <box>792 2082 1478 2100</box>
paragraph: (শেষের পৃষ্ঠার পর) বিভিন্ন কর্মসূচি একই সঙ্গে বাস্তবায়ন করা হবে বলে জানানো হয়। এতে সময় ও ব্যয় দুটোই সাশ্রয় হবে। <box>744 777 939 819</box>
table-cell: ০৩। <box>792 1582 826 1599</box>
logo-text-part1: বাংলাদেশ <box>47 26 230 83</box>
subheadline[interactable]: ত্রিধা বিভক্ত <box>394 949 469 969</box>
column-header: কাজ সম্পন্ন করার সময়(দিন) <box>1332 1977 1477 1994</box>
headline[interactable]: তোর হায়াত <box>137 118 234 141</box>
table-cell: পুলিশ অফিস স্মারক নং- ৬৬৫৬/ই <box>1051 1616 1478 1633</box>
slogan-box: শেখ হাসিনার উদ্যোগ, ঘরে ঘরে বিদ্যুৎ <box>405 1915 502 1947</box>
office-city: জয়পুরহাট <box>1105 1403 1164 1420</box>
column-divider <box>1132 117 1133 1288</box>
paragraph: (প্রথম পৃষ্ঠার পর) আদালতে হাজির হয়ে জামিন আবেদন করা হয়। শুনানি শেষে আদালত পরবর্তী তারিখ নির্ধারণ করেন। <box>539 1031 733 1074</box>
table-cell: অফিসের নাম ও ঠিকানা <box>826 1805 1051 1822</box>
table-cell: জানুয়ারি/১৮ হইতে মার্চ/১৮ পর্যন্ত <box>1332 2011 1477 2029</box>
table-row <box>792 1822 1478 1840</box>
signatory-line: বিপি নং-৭৬০১০৮৬৫৪০ <box>1360 2226 1462 2238</box>
police-tender-notice <box>777 1304 1492 2298</box>
table-row <box>792 1891 1478 1908</box>
note: To submit e-Tenders, registration required in the National e-GP System Portal (http://www.eprocure.gov.bd). <box>60 2271 495 2282</box>
table-cell <box>792 1874 826 1891</box>
subheadline[interactable]: আপিলে খালাস <box>985 754 1093 775</box>
paragraph: পরদিন সকালে থানা থেকে লোক এসে জানাল, মামলার তদন্ত এগোচ্ছে। সংশ্লিষ্টদের জিজ্ঞাসাবাদ চলছে। স্থানীয়রা জানিয়েছেন, দ্রুত বিচার চান তারা। <box>47 511 324 553</box>
table-cell: ১৩। <box>792 1822 826 1840</box>
table-cell <box>792 1908 826 1925</box>
paragraph: (শেষের পৃষ্ঠার পর) বিভিন্ন কর্মসূচি একই সঙ্গে বাস্তবায়ন করা হবে বলে জানানো হয়। এতে সময় ও ব্যয় দুটোই সাশ্রয় হবে। <box>744 872 939 914</box>
office-line: Mechanical Maintenance Division-1 <box>191 2006 371 2018</box>
page-number: ১১ <box>1375 9 1476 96</box>
